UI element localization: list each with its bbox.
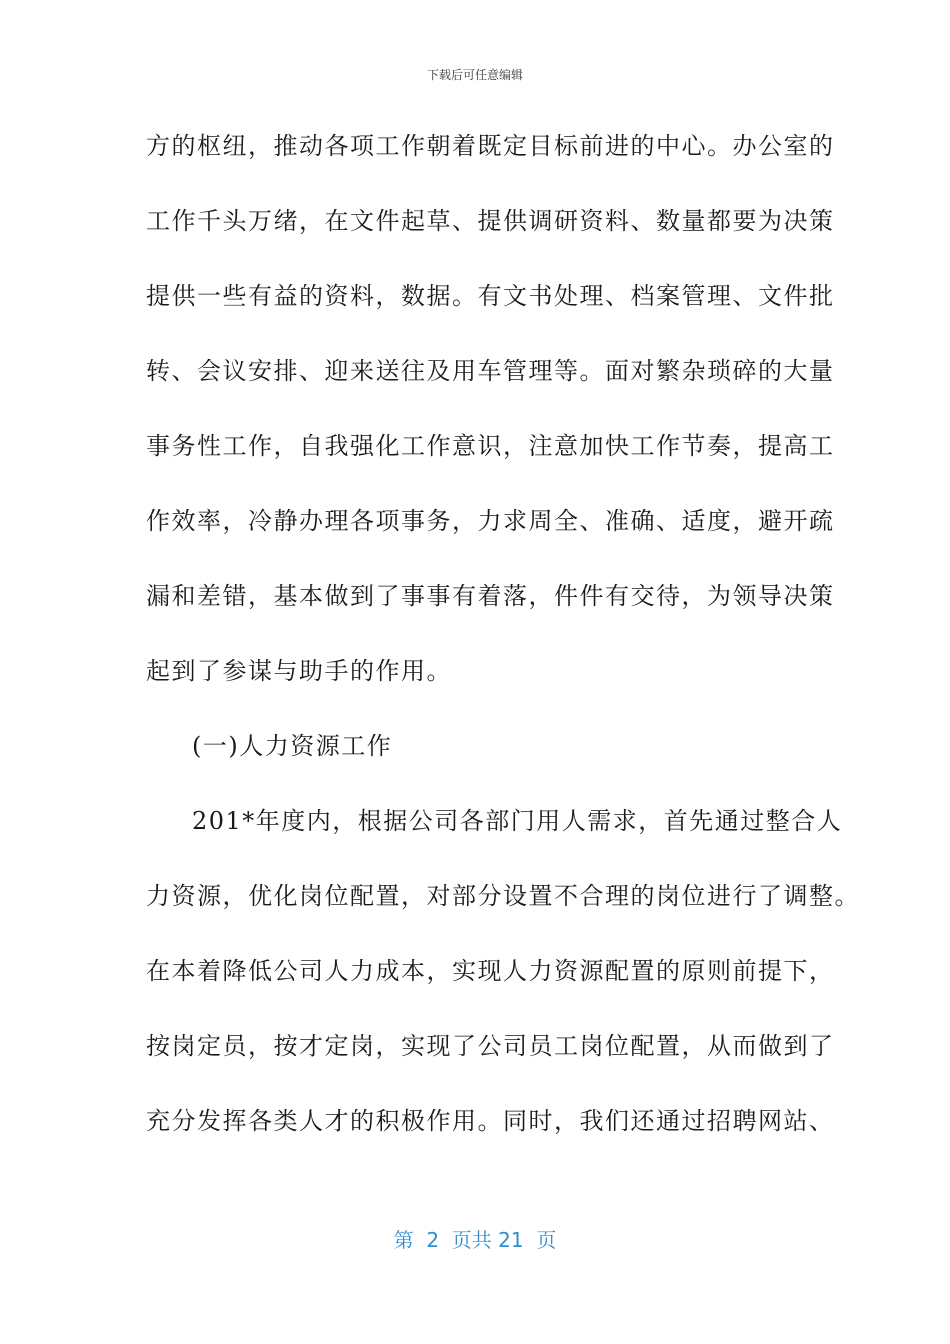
page-number-footer: 第 2 页共 21 页: [393, 1228, 557, 1252]
text-line: 漏和差错，基本做到了事事有着落，件件有交待，为领导决策: [146, 582, 835, 610]
document-body: [146, 120, 860, 1170]
text-line: 充分发挥各类人才的积极作用。同时，我们还通过招聘网站、: [146, 1107, 835, 1135]
text-line: 按岗定员，按才定岗，实现了公司员工岗位配置，从而做到了: [146, 1032, 835, 1060]
text-line: 201*年度内，根据公司各部门用人需求，首先通过整合人: [192, 807, 843, 835]
page-header: 下载后可任意编辑: [426, 68, 523, 82]
text-line: 在本着降低公司人力成本，实现人力资源配置的原则前提下，: [146, 957, 835, 985]
text-line: 方的枢纽，推动各项工作朝着既定目标前进的中心。办公室的: [146, 132, 835, 160]
text-line: 工作千头万绪，在文件起草、提供调研资料、数量都要为决策: [146, 207, 835, 235]
section-heading: (一)人力资源工作: [192, 732, 393, 760]
text-line: 转、会议安排、迎来送往及用车管理等。面对繁杂琐碎的大量: [146, 357, 835, 385]
text-line: 力资源，优化岗位配置，对部分设置不合理的岗位进行了调整。: [146, 882, 860, 910]
text-line: 事务性工作，自我强化工作意识，注意加快工作节奏，提高工: [146, 432, 835, 460]
text-line: 提供一些有益的资料，数据。有文书处理、档案管理、文件批: [146, 282, 835, 310]
text-line: 起到了参谋与助手的作用。: [146, 657, 452, 685]
text-line: 作效率，冷静办理各项事务，力求周全、准确、适度，避开疏: [146, 507, 835, 535]
